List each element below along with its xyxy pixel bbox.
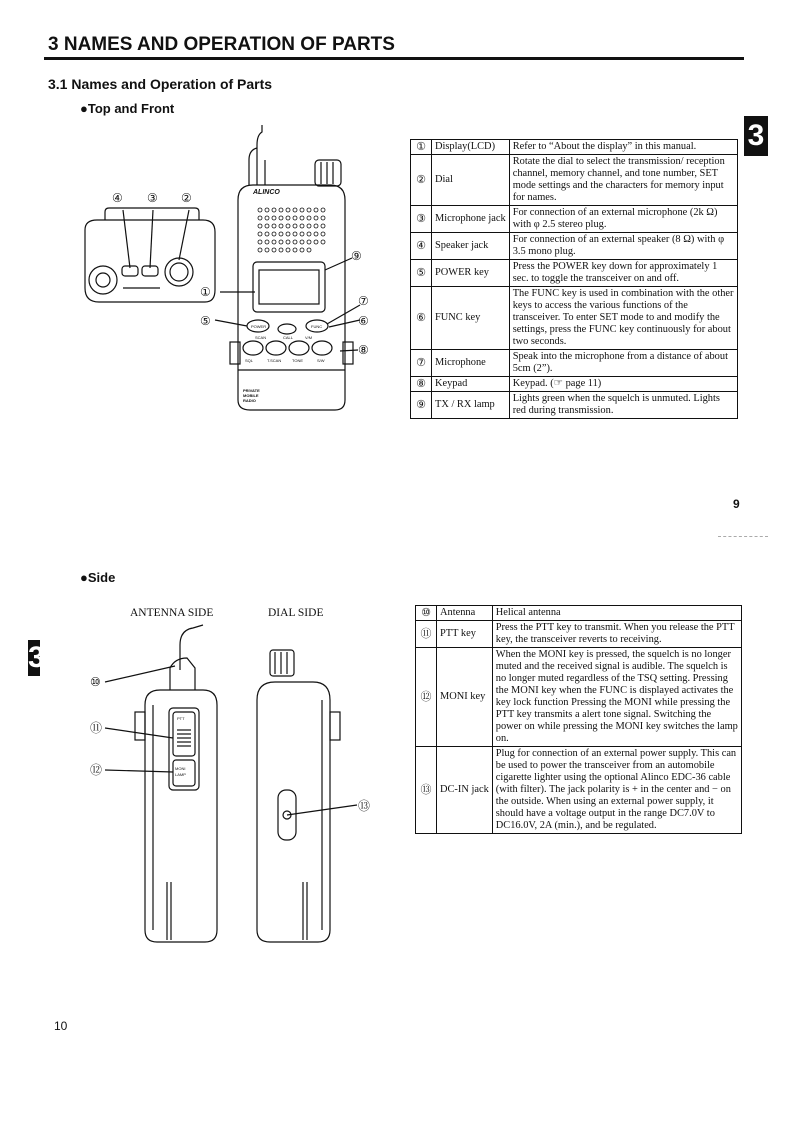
part-number: ① <box>411 140 432 155</box>
part-number: ⑩ <box>416 606 437 621</box>
part-name: Microphone jack <box>432 206 510 233</box>
brand-logo: ALINCO <box>253 189 280 196</box>
table-row <box>411 377 738 392</box>
top-front-diagram <box>75 120 395 420</box>
svg-text:SQL: SQL <box>245 358 254 363</box>
part-description: The FUNC key is used in combination with the other keys to access the various functions of the transceiver. To enter SET mode to and modify the settings, press the FUNC key continuously for about two seconds. <box>509 287 737 350</box>
svg-text:S/W: S/W <box>317 358 325 363</box>
callout-9: ⑨ <box>351 249 362 263</box>
dial-side-label: DIAL SIDE <box>268 607 324 619</box>
part-name: MONI key <box>437 648 493 747</box>
table-row <box>411 392 738 419</box>
callout-5: ⑤ <box>200 314 211 328</box>
part-description: Keypad. (☞ page 11) <box>509 377 737 392</box>
part-description: Rotate the dial to select the transmission/ reception channel, memory channel, and tone number, SET mode settings and the characters for memory input for names. <box>509 155 737 206</box>
callout-11: ⑪ <box>90 721 103 735</box>
table-row <box>411 350 738 377</box>
part-name: Keypad <box>432 377 510 392</box>
callout-8: ⑧ <box>358 343 369 357</box>
callout-1: ① <box>200 285 211 299</box>
part-description: Plug for connection of an external power supply. This can be used to power the transceiver from an automobile cigarette lighter using the optional Alinco EDC-36 cable (with filter). The jack polarity is + in the center and − on the outside. When using an external power supply, it should have a voltage output in the range DC7.0V to DC16.0V, 2A (min.), and be regulated. <box>492 747 741 834</box>
part-name: Microphone <box>432 350 510 377</box>
callout-10: ⑩ <box>90 675 101 689</box>
part-name: TX / RX lamp <box>432 392 510 419</box>
table-row <box>411 287 738 350</box>
part-number: ⑤ <box>411 260 432 287</box>
part-number: ⑦ <box>411 350 432 377</box>
chapter-tab-left: 3 <box>28 641 45 674</box>
part-number: ③ <box>411 206 432 233</box>
table-row <box>411 140 738 155</box>
page-divider <box>718 536 768 538</box>
svg-text:MOBILE: MOBILE <box>243 393 259 398</box>
svg-text:V/M: V/M <box>305 335 313 340</box>
callout-12: ⑫ <box>90 763 103 777</box>
side-parts-table <box>415 605 742 834</box>
part-number: ⑧ <box>411 377 432 392</box>
table-row <box>411 233 738 260</box>
svg-text:PRIVATE: PRIVATE <box>243 388 260 393</box>
chapter-tab: 3 <box>744 116 768 156</box>
page-number-lower: 10 <box>54 1019 68 1033</box>
part-number: ⑨ <box>411 392 432 419</box>
part-description: Helical antenna <box>492 606 741 621</box>
table-row <box>416 648 742 747</box>
svg-text:MONI: MONI <box>175 766 186 771</box>
part-name: Speaker jack <box>432 233 510 260</box>
part-number: ⑪ <box>416 621 437 648</box>
table-row <box>411 155 738 206</box>
svg-text:SCAN: SCAN <box>255 335 267 340</box>
part-name: Antenna <box>437 606 493 621</box>
part-name: DC-IN jack <box>437 747 493 834</box>
svg-text:CALL: CALL <box>283 335 294 340</box>
svg-text:FUNC: FUNC <box>311 324 323 329</box>
table-row <box>411 260 738 287</box>
part-name: Dial <box>432 155 510 206</box>
part-description: Press the POWER key down for approximately 1 sec. to toggle the transceiver on and off. <box>509 260 737 287</box>
side-heading: ●Side <box>80 570 116 585</box>
callout-4: ④ <box>112 191 123 205</box>
part-description: When the MONI key is pressed, the squelch is no longer muted and the received signal is audible. The squelch is no longer muted regardless of the TSQ setting. Pressing the MONI key when the FUNC is displayed activates the key lock function Pressing the MONI while pressing the PTT key transmits a alert tone signal. Switching the power on while pressing the MONI key switches the lamp on. <box>492 648 741 747</box>
antenna-side-label: ANTENNA SIDE <box>130 607 214 619</box>
table-row <box>416 606 742 621</box>
part-number: ② <box>411 155 432 206</box>
svg-text:TONE: TONE <box>292 358 304 363</box>
svg-text:T.SCAN: T.SCAN <box>267 358 282 363</box>
callout-6: ⑥ <box>358 314 369 328</box>
svg-text:LAMP: LAMP <box>175 772 186 777</box>
part-description: Press the PTT key to transmit. When you release the PTT key, the transceiver reverts to receiving. <box>492 621 741 648</box>
chapter-title: 3 NAMES AND OPERATION OF PARTS <box>48 34 395 55</box>
top-front-heading: ●Top and Front <box>80 101 175 116</box>
part-name: POWER key <box>432 260 510 287</box>
part-number: ④ <box>411 233 432 260</box>
part-name: FUNC key <box>432 287 510 350</box>
section-heading: 3.1 Names and Operation of Parts <box>48 76 273 92</box>
table-row <box>411 206 738 233</box>
callout-13: ⑬ <box>358 799 371 813</box>
callout-7: ⑦ <box>358 294 369 308</box>
svg-text:POWER: POWER <box>251 324 267 329</box>
top-front-parts-table <box>410 139 738 419</box>
title-rule <box>44 57 744 60</box>
table-row <box>416 747 742 834</box>
part-number: ⑥ <box>411 287 432 350</box>
callout-2: ② <box>181 191 192 205</box>
part-number: ⑫ <box>416 648 437 747</box>
table-row <box>416 621 742 648</box>
part-description: Speak into the microphone from a distance of about 5cm (2”). <box>509 350 737 377</box>
side-diagram <box>75 620 395 950</box>
part-description: For connection of an external microphone (2k Ω) with φ 2.5 stereo plug. <box>509 206 737 233</box>
part-description: Refer to “About the display” in this manual. <box>509 140 737 155</box>
part-number: ⑬ <box>416 747 437 834</box>
page-number-upper: 9 <box>733 497 740 511</box>
callout-3: ③ <box>147 191 158 205</box>
part-name: Display(LCD) <box>432 140 510 155</box>
svg-text:RADIO: RADIO <box>243 398 256 403</box>
part-description: Lights green when the squelch is unmuted. Lights red during transmission. <box>509 392 737 419</box>
part-description: For connection of an external speaker (8 Ω) with φ 3.5 mono plug. <box>509 233 737 260</box>
ptt-label: PTT <box>177 716 185 721</box>
part-name: PTT key <box>437 621 493 648</box>
